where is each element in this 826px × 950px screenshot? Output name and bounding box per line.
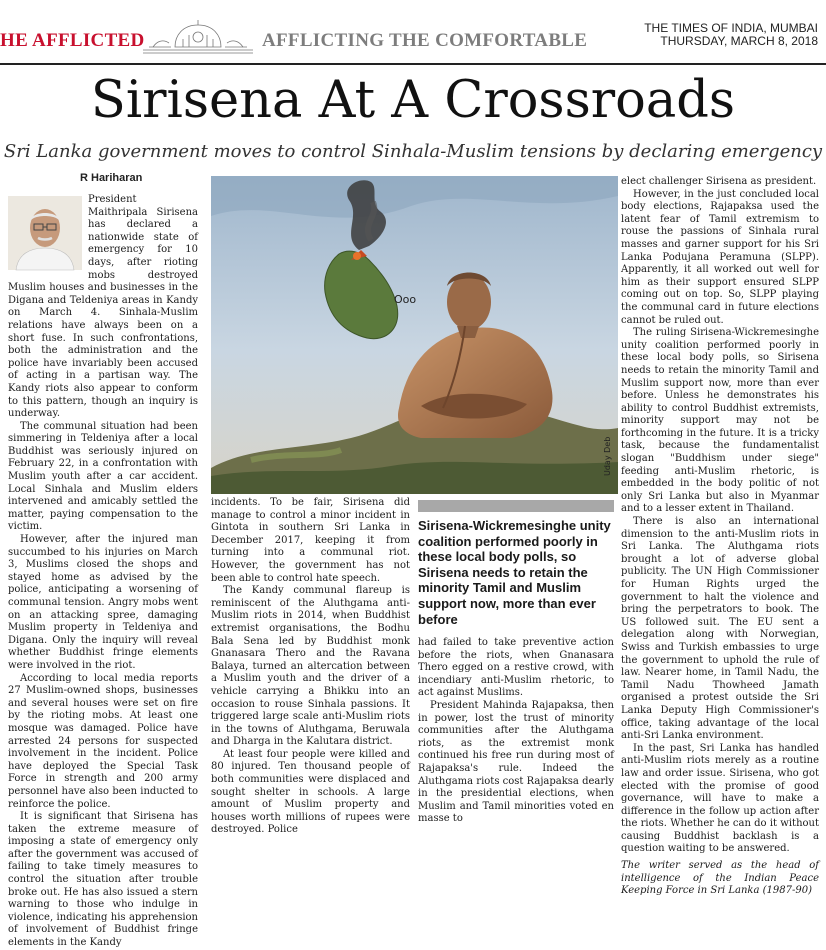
pullquote: Sirisena-Wickremesinghe unity coalition performed poorly in these local body polls, so Sirisena needs to retain the minority Tamil and Muslim support now, more than ever before (418, 518, 611, 627)
article-paragraph: According to local media reports 27 Muslim-owned shops, businesses and several houses were set on fire by the rioting mobs. At least one mosque was damaged. Police have arrested 24 persons for suspected involvement in the incident. Police have deployed the Special Task Force in strength and 200 army personnel have also been inducted to reinforce the police. (8, 672, 198, 810)
article-paragraph: There is also an international dimension to the anti-Muslim riots in Sri Lanka. The Aluthgama riots brought a lot of adverse global publicity. The UN High Commissioner for Human Rights urged the government to halt the violence and bring the perpetrators to book. The US followed suit. The EU sent a delegation along with Norwegian, Swiss and Turkish embassies to urge the government to uphold the rule of law. Nearer home, in Tamil Nadu, the Tamil Nadu Thowheed Jamath organised a protest outside the Sri Lanka Deputy High Commissioner's office, taking advantage of the local anti-Sri Lanka environment. (621, 516, 819, 742)
ornamental-emblem-icon (143, 17, 253, 57)
article-paragraph: However, after the injured man succumbed to his injuries on March 3, Muslims closed the shops and stayed home as advised by the police, anticipating a worsening of communal tension. Angry mobs went on an attacking spree, damaging Muslim property in Teldeniya and Digana. Only the inquiry will reveal whether Buddhist fringe elements were involved in the riot. (8, 534, 198, 671)
article-paragraph: elect challenger Sirisena as president. (621, 176, 817, 187)
section-label-left: HE AFFLICTED (0, 30, 145, 51)
illustration (211, 176, 618, 494)
article-paragraph: President Mahinda Rajapaksa, then in power, lost the trust of minority communities after the Aluthgama riots, as the extremist monk continued his free run during most of Rajapaksa's rule. Indeed the Aluthgama riots cost Rajapaksa dearly in the presidential elections, when Muslim and Tamil minorities voted en masse to (418, 699, 614, 825)
article-paragraph: The ruling Sirisena-Wickremesinghe unity coalition performed poorly in these local body polls, so Sirisena needs to retain the minority Tamil and Muslim support now, more than ever before. Unless he demonstrates his ability to control Buddhist extremists, minority support may not be forthcoming in the future. It is a tricky task, because the fundamentalist slogan "Buddhism under siege" feeding anti-Muslim rhetoric, is embedded in the body politic of not only Sri Lanka but also in Myanmar and to a lesser extent in Thailand. (621, 327, 819, 515)
paper-date: THURSDAY, MARCH 8, 2018 (660, 34, 818, 48)
illustration-credit: Uday Deb (603, 436, 612, 476)
article-paragraph: It is significant that Sirisena has taken the extreme measure of imposing a state of emergency only after the government was accused of failing to take timely measures to control the situation after trouble broke out. He has also issued a stern warning to those who indulge in violence, indicating his apprehension of involvement of Buddhist fringe elements in the Kandy (8, 811, 198, 949)
paper-name: THE TIMES OF INDIA, MUMBAI (644, 21, 818, 35)
author-note: The writer served as the head of intelligence of the Indian Peace Keeping Force in Sri Lanka (1987-90) (621, 860, 819, 897)
speech-bubble-text: Ooo (394, 293, 417, 306)
article-column-3 (418, 637, 614, 825)
article-paragraph: incidents. To be fair, Sirisena did manage to control a minor incident in Gintota in southern Sri Lanka in December 2017, keeping it from turning into a communal riot. However, the government has not been able to control hate speech. (211, 497, 410, 584)
header-rule (0, 63, 826, 65)
paper-dateline (644, 22, 818, 48)
headline: Sirisena At A Crossroads (90, 71, 736, 130)
byline: R Hariharan (80, 172, 143, 184)
article-column-1 (8, 194, 198, 949)
article-paragraph: At least four people were killed and 80 injured. Ten thousand people of both communities were displaced and sought shelter in schools. A large amount of Muslim property and houses worth millions of rupees were destroyed. Police (211, 748, 410, 836)
article-column-4 (621, 176, 819, 897)
pullquote-bar (418, 500, 614, 512)
section-label-right: AFFLICTING THE COMFORTABLE (262, 30, 588, 51)
article-paragraph: The Kandy communal flareup is reminiscent of the Aluthgama anti-Muslim riots in 2014, when Buddhist extremist organisations, the Bodhu Bala Sena led by Buddhist monk Gnanasara Thero and the Ravana Balaya, turned an altercation between a Muslim youth and the driver of a vehicle carrying a Bhikku into an occasion to rouse Sinhala passions. It triggered large scale anti-Muslim riots in the towns of Aluthgama, Beruwala and Dharga in the Kalutara district. (211, 585, 410, 748)
article-column-2 (211, 497, 410, 836)
subheadline: Sri Lanka government moves to control Sinhala-Muslim tensions by declaring emergency (3, 141, 823, 162)
article-paragraph: The communal situation had been simmering in Teldeniya after a local Buddhist was seriously injured on February 22, in a confrontation with Muslim youth after a car accident. Local Sinhala and Muslim elders intervened and amicably settled the matter, paying compensation to the victim. (8, 420, 198, 533)
article-paragraph: In the past, Sri Lanka has handled anti-Muslim riots merely as a routine law and order issue. Sirisena, who got elected with the promise of good governance, will have to make a difference in the follow up action after the riots. Whether he can do it without causing Buddhist backlash is a question waiting to be answered. (621, 742, 819, 855)
article-paragraph: However, in the just concluded local body elections, Rajapaksa used the latent fear of Tamil extremism to rouse the passions of Sinhala rural masses and garner support for his Sri Lanka Podujana Peramuna (SLPP). Apparently, it all worked out well for him as their support ensured SLPP coming out on top. So, SLPP playing the communal card in future elections cannot be ruled out. (621, 188, 819, 326)
author-photo (8, 196, 82, 270)
article-paragraph: had failed to take preventive action before the riots, when Gnanasara Thero egged on a restive crowd, with incendiary anti-Muslim rhetoric, to act against Muslims. (418, 637, 614, 699)
article-paragraph: President Maithripala Sirisena has declared a nationwide state of emergency for 10 days, after rioting mobs destroyed Muslim houses and businesses in the Digana and Teldeniya areas in Kandy on March 4. Sinhala-Muslim relations have always been on a short fuse. In such confrontations, both the administration and the police have invariably been accused of acting in a partisan way. The Kandy riots also appear to conform to this pattern, though an inquiry is underway. (8, 194, 198, 420)
